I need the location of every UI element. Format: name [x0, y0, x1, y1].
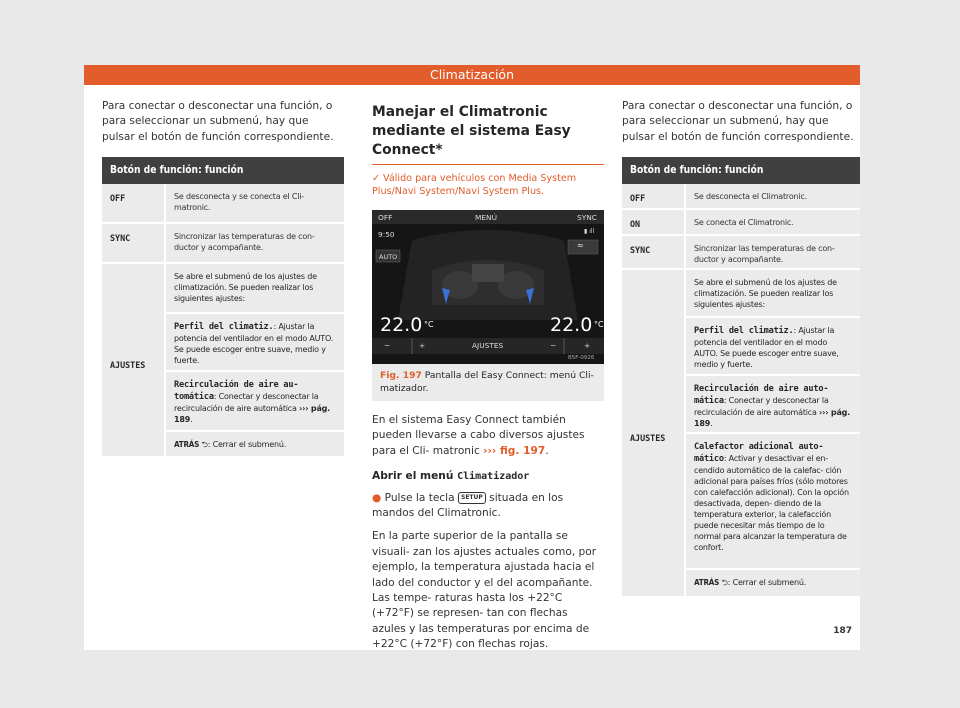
right-column	[622, 99, 860, 598]
check-icon: ✓	[372, 173, 381, 184]
atras-text: : Cerrar el submenú.	[727, 578, 807, 588]
atras-item	[166, 432, 344, 456]
fig-caption-text: Pantalla del Easy Connect: menú Cli- matizador.	[380, 370, 594, 394]
manual-page	[84, 65, 860, 650]
screen-temp-left: 22.0	[380, 314, 423, 336]
recirc-text: : Conectar y desconectar la recirculación de aire automática	[694, 396, 829, 418]
intro-paragraph: Para conectar o desconectar una función, o para seleccionar un submenú, hay que pulsar el botón de función correspondiente.	[622, 100, 854, 143]
table-row	[102, 264, 344, 458]
fig-ref-link[interactable]: ››› fig. 197	[483, 444, 546, 457]
ajustes-cells	[166, 264, 344, 456]
middle-column	[372, 103, 604, 653]
table-row	[102, 224, 344, 264]
validity-text: Válido para vehículos con Media System Plus/Navi System/Navi System Plus.	[372, 173, 577, 197]
atras-text: : Cerrar el submenú.	[207, 440, 287, 450]
signal-icon: ▮ ıll	[584, 228, 595, 235]
screen-temp-right: 22.0	[550, 314, 593, 336]
screen-ajustes-button[interactable]: AJUSTES	[472, 341, 504, 350]
validity-note	[372, 173, 604, 198]
screen-plus-right[interactable]: +	[584, 341, 591, 350]
back-arrow-icon: ⮌	[201, 440, 208, 450]
atras-label: ATRÁS	[174, 440, 200, 450]
function-desc: Se desconecta y se conecta el Cli- matronic.	[166, 184, 344, 222]
function-key: OFF	[622, 184, 686, 208]
bullet-post: situada en los mandos del Climatronic.	[372, 491, 564, 520]
function-key: SYNC	[622, 236, 686, 268]
setup-key-icon: SETUP	[458, 492, 486, 504]
table-row	[102, 184, 344, 224]
body-paragraph-2: En la parte superior de la pantalla se visuali- zan los ajustes actuales como, por ejemplo, la temperatura ajustada hacia el lado del conductor y el del acompañante. Las tempe- raturas hasta los +22°C (+72°F) se represen- tan con flechas azules y las temperaturas por encima de +22°C (+72°F) con flechas rojas.	[372, 530, 597, 651]
function-key: ON	[622, 210, 686, 234]
perfil-item	[686, 318, 860, 376]
calef-item	[686, 434, 860, 570]
page-number: 187	[833, 626, 852, 636]
subheading-open-menu	[372, 469, 604, 484]
recirc-label: Recirculación de aire auto- mática	[694, 384, 829, 407]
function-desc: Sincronizar las temperaturas de con- ductor y acompañante.	[686, 236, 860, 268]
function-desc: Se conecta el Climatronic.	[686, 210, 860, 234]
function-key: SYNC	[102, 224, 166, 262]
section-heading: Manejar el Climatronic mediante el sistema Easy Connect*	[372, 103, 604, 165]
bullet-icon: ●	[372, 491, 382, 504]
open-label: Abrir el menú	[372, 470, 454, 483]
p1-text: En el sistema Easy Connect también pueden llevarse a cabo diversos ajustes para el Cli- matronic	[372, 414, 585, 457]
recirc-ref-link[interactable]: ››› pág. 189	[694, 408, 851, 429]
perfil-label: Perfil del climatiz.	[174, 322, 274, 333]
bullet-item	[372, 491, 604, 522]
screen-sync-button[interactable]: SYNC	[577, 213, 597, 222]
screen-time: 9:50	[378, 230, 395, 239]
table-row	[622, 236, 860, 270]
ajustes-cells	[686, 270, 860, 596]
calef-text: : Activar y desactivar el en- cendido automático de la calefac- ción adicional para países fríos (sólo motores con calefacción adicional). Con la opción desactivada, depen- diendo de la temperatura exterior, la calefacción puede necesitar más tiempo de lo normal para alcanzar la temperatura de confort.	[694, 454, 849, 553]
table-row	[622, 270, 860, 598]
screen-auto-button[interactable]: AUTO	[379, 253, 398, 261]
function-desc: Sincronizar las temperaturas de con- ductor y acompañante.	[166, 224, 344, 262]
p1-end: .	[545, 444, 549, 457]
screen-menu-button[interactable]: MENÚ	[475, 213, 497, 222]
function-desc: Se desconecta el Climatronic.	[686, 184, 860, 208]
recirc-item	[166, 372, 344, 432]
screen-minus-right[interactable]: −	[550, 341, 557, 350]
easy-connect-screen-image	[372, 210, 604, 364]
calef-label: Calefactor adicional auto- mático	[694, 442, 824, 465]
body-paragraph	[372, 413, 604, 459]
open-mono: Climatizador	[457, 471, 530, 483]
function-table	[622, 157, 860, 598]
ajustes-intro: Se abre el submenú de los ajustes de climatización. Se pueden realizar los siguientes ajustes:	[166, 264, 344, 314]
table-header: Botón de función: función	[102, 157, 344, 184]
atras-label: ATRÁS	[694, 578, 720, 588]
screen-minus-left[interactable]: −	[384, 341, 391, 350]
ajustes-intro: Se abre el submenú de los ajustes de climatización. Se pueden realizar los siguientes ajustes:	[686, 270, 860, 318]
recirc-item	[686, 376, 860, 434]
bullet-pre: Pulse la tecla	[384, 491, 455, 504]
function-table	[102, 157, 344, 458]
function-key: OFF	[102, 184, 166, 222]
table-header: Botón de función: función	[622, 157, 860, 184]
image-code: B5F-0926	[568, 355, 595, 361]
table-row	[622, 210, 860, 236]
left-column	[102, 99, 344, 458]
table-row	[622, 184, 860, 210]
recirc-end: .	[190, 415, 193, 425]
intro-paragraph: Para conectar o desconectar una función, o para seleccionar un submenú, hay que pulsar el botón de función correspondiente.	[102, 100, 334, 143]
function-key: AJUSTES	[622, 270, 686, 596]
function-key: AJUSTES	[102, 264, 166, 456]
perfil-text: : Ajustar la potencia del ventilador en el modo AUTO. Se puede escoger entre suave, medio y fuerte.	[694, 326, 839, 370]
recirc-label: Recirculación de aire au- tomática	[174, 380, 299, 403]
screen-plus-left[interactable]: +	[419, 341, 426, 350]
recirc-ref-link[interactable]: ››› pág. 189	[174, 404, 331, 425]
figure-caption	[372, 364, 604, 401]
recirculation-icon: ≈	[577, 241, 584, 250]
section-header: Climatización	[84, 65, 860, 85]
atras-item	[686, 570, 860, 596]
perfil-item	[166, 314, 344, 372]
perfil-label: Perfil del climatiz.	[694, 326, 794, 337]
recirc-text: : Conectar y desconectar la recirculación de aire automática	[174, 392, 319, 414]
recirc-end: .	[710, 419, 713, 429]
temp-unit-left: °C	[424, 320, 434, 329]
temp-unit-right: °C	[594, 320, 604, 329]
back-arrow-icon: ⮌	[721, 578, 728, 588]
fig-label: Fig. 197	[380, 370, 422, 381]
perfil-text: : Ajustar la potencia del ventilador en el modo AUTO. Se puede escoger entre suave, medio y fuerte.	[174, 322, 334, 366]
screen-off-button[interactable]: OFF	[378, 213, 393, 222]
